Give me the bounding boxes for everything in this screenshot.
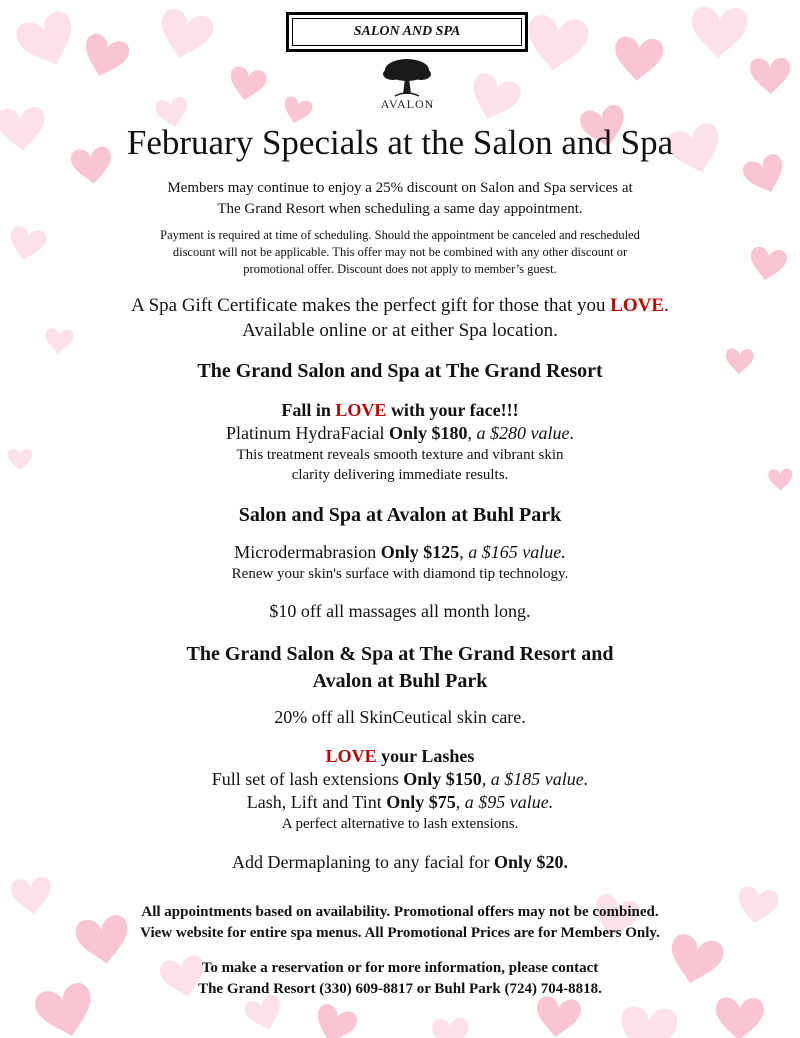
lashes-promo: [0, 745, 800, 834]
promo-description: Renew your skin's surface with diamond tip technology.: [231, 566, 569, 582]
page-title: February Specials at the Salon and Spa: [126, 123, 674, 162]
gift-text: A Spa Gift Certificate makes the perfect gift for those that you: [131, 295, 611, 316]
gift-text: .: [664, 295, 669, 316]
dermaplaning-promo: [0, 851, 800, 874]
fine-print-line: Payment is required at time of scheduling. Should the appointment be canceled and rescheduled: [160, 228, 640, 242]
promo-title: [0, 399, 800, 422]
item-value: a $185 value.: [490, 769, 589, 789]
item-name: Lash, Lift and Tint: [246, 792, 387, 812]
fine-print-line: promotional offer. Discount does not apply to member’s guest.: [243, 262, 557, 276]
grand-resort-heading: The Grand Salon and Spa at The Grand Resort: [197, 360, 603, 382]
item-value: a $95 value.: [464, 792, 554, 812]
footer-line: View website for entire spa menus. All Promotional Prices are for Members Only.: [140, 925, 660, 941]
item-price: Only $150: [403, 769, 482, 789]
promo-text: with your face!!!: [386, 400, 519, 420]
love-word: LOVE: [325, 746, 377, 766]
item-price: Only $180: [388, 423, 468, 443]
separator: ,: [455, 792, 465, 812]
promo-price-line: [0, 422, 800, 445]
heading-line: The Grand Salon & Spa at The Grand Resort and: [186, 643, 614, 665]
footer-line: The Grand Resort (330) 609-8817 or Buhl Park (724) 704-8818.: [198, 981, 602, 997]
gift-certificate-text: [0, 293, 800, 343]
avalon-heading: Salon and Spa at Avalon at Buhl Park: [238, 504, 562, 526]
promo-title: [0, 745, 800, 768]
heading-line: Avalon at Buhl Park: [312, 670, 488, 692]
promo-price-line: [0, 768, 800, 791]
item-value: a $165 value.: [468, 542, 566, 562]
item-value: a $280 value: [476, 423, 570, 443]
promo-text: your Lashes: [376, 746, 475, 766]
skincare-promo: 20% off all SkinCeutical skin care.: [274, 707, 526, 727]
microdermabrasion-promo: [0, 541, 800, 584]
footer-contact: [0, 958, 800, 1000]
section-label-box: [286, 12, 528, 52]
massage-promo: $10 off all massages all month long.: [269, 601, 531, 621]
item-price: Only $75: [386, 792, 456, 812]
footer-disclaimer: [0, 902, 800, 944]
avalon-logo: [365, 56, 450, 116]
footer-line: To make a reservation or for more information, please contact: [201, 960, 599, 976]
fine-print-line: discount will not be applicable. This offer may not be combined with any other discount or: [172, 245, 628, 259]
promo-description: clarity delivering immediate results.: [291, 467, 509, 483]
separator: ,: [459, 542, 469, 562]
item-price: Only $125: [380, 542, 460, 562]
love-word: LOVE: [610, 295, 665, 316]
footer-line: All appointments based on availability. Promotional offers may not be combined.: [141, 904, 659, 920]
section-label: SALON AND SPA: [292, 18, 522, 46]
intro-line: The Grand Resort when scheduling a same day appointment.: [217, 201, 583, 217]
item-name: Full set of lash extensions: [211, 769, 404, 789]
item-price: Only $20.: [493, 852, 568, 872]
tree-icon: [365, 56, 450, 100]
promo-text: Add Dermaplaning to any facial for: [232, 852, 494, 872]
fine-print: [0, 227, 800, 278]
promo-description: This treatment reveals smooth texture and vibrant skin: [236, 447, 564, 463]
promo-description: A perfect alternative to lash extensions.: [281, 816, 519, 832]
item-name: Microdermabrasion: [234, 542, 381, 562]
love-word: LOVE: [335, 400, 387, 420]
intro-paragraph: [0, 178, 800, 220]
gift-line: Available online or at either Spa location.: [242, 320, 558, 341]
promo-text: Fall in: [281, 400, 336, 420]
intro-line: Members may continue to enjoy a 25% discount on Salon and Spa services at: [167, 180, 633, 196]
item-name: Platinum HydraFacial: [226, 423, 389, 443]
both-locations-heading: [0, 641, 800, 695]
hydrafacial-promo: [0, 399, 800, 485]
logo-text: AVALON: [380, 97, 435, 111]
promo-price-line: [0, 791, 800, 814]
separator: .: [569, 423, 574, 443]
gift-line: [0, 293, 800, 318]
separator: ,: [467, 423, 477, 443]
separator: ,: [481, 769, 491, 789]
promo-price-line: [0, 541, 800, 564]
